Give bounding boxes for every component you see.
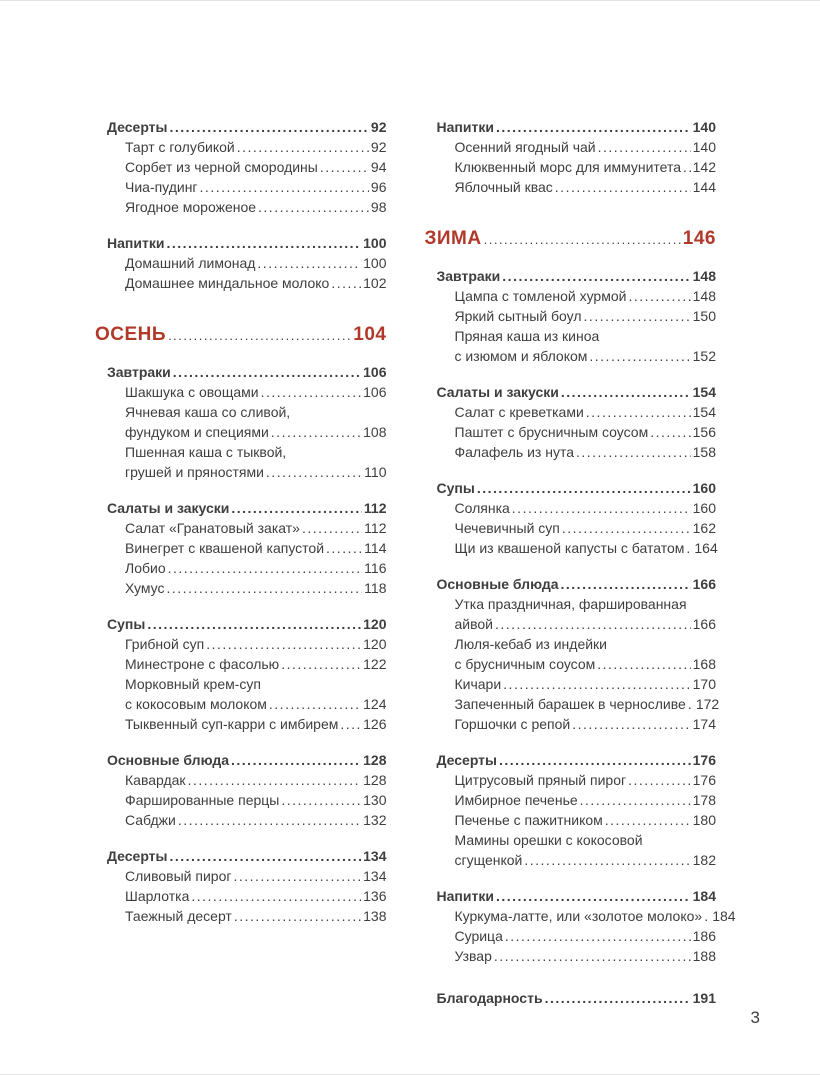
dot-leader xyxy=(650,422,690,442)
dot-leader xyxy=(173,362,361,382)
toc-entry-page: 108 xyxy=(363,424,387,440)
toc-entry-page: 184 xyxy=(712,908,736,924)
toc-entry-page: 152 xyxy=(692,348,716,364)
dot-leader xyxy=(477,478,691,498)
toc-entry-label: Салаты и закуски xyxy=(107,500,230,516)
toc-entry-line: Ячневая каша со сливой, xyxy=(125,404,291,420)
toc-entry-season xyxy=(95,325,387,346)
dot-leader xyxy=(580,790,691,810)
toc-entry-page: 112 xyxy=(363,500,387,516)
toc-entry-label: Шарлотка xyxy=(125,888,190,904)
toc-entry-label: Напитки xyxy=(436,888,494,904)
dot-leader xyxy=(233,866,361,886)
toc-entry-item xyxy=(455,634,717,674)
toc-entry-label: Кичари xyxy=(454,676,502,692)
toc-entry-page: 94 xyxy=(370,159,387,175)
toc-entry-page: 92 xyxy=(370,119,387,135)
toc-entry-line: Мамины орешки с кокосовой xyxy=(454,832,643,848)
toc-entry-header xyxy=(437,886,717,906)
toc-entry-label: Печенье с пажитником xyxy=(454,812,603,828)
toc-entry-page: 191 xyxy=(692,990,716,1006)
dot-leader xyxy=(170,846,362,866)
toc-entry-page: 138 xyxy=(363,908,387,924)
toc-entry-label: грушей и пряностями xyxy=(125,464,264,480)
dot-leader xyxy=(234,906,361,926)
dot-leader xyxy=(237,137,369,157)
toc-entry-label: Фаршированные перцы xyxy=(125,792,280,808)
toc-entry-page: 106 xyxy=(363,384,387,400)
toc-entry-item xyxy=(455,926,717,946)
toc-entry-item xyxy=(455,306,717,326)
toc-entry-label: Узвар xyxy=(454,948,492,964)
toc-entry-label: ОСЕНЬ xyxy=(95,324,167,345)
toc-entry-page: 110 xyxy=(364,464,387,480)
toc-entry-header xyxy=(107,362,387,382)
page-number: 3 xyxy=(750,1008,760,1027)
toc-entry-item xyxy=(125,402,387,442)
dot-leader xyxy=(499,750,691,770)
toc-entry-page: 128 xyxy=(363,772,387,788)
toc-entry-label: Напитки xyxy=(436,119,494,135)
dot-leader xyxy=(170,117,369,137)
toc-entry-item xyxy=(125,558,387,578)
dot-leader xyxy=(561,574,691,594)
toc-entry-item xyxy=(125,578,387,598)
toc-entry-header xyxy=(437,478,717,498)
toc-entry-item xyxy=(125,634,387,654)
toc-entry-page: 128 xyxy=(363,752,387,768)
dot-leader xyxy=(271,422,361,442)
toc-entry-page: 146 xyxy=(682,228,716,249)
toc-entry-item xyxy=(455,498,717,518)
toc-entry-item xyxy=(455,594,717,634)
toc-entry-label: Лобио xyxy=(125,560,166,576)
toc-entry-page: 140 xyxy=(692,119,716,135)
toc-entry-item xyxy=(125,157,387,177)
toc-entry-label: Салат «Гранатовый закат» xyxy=(125,520,300,536)
toc-entry-page: 186 xyxy=(692,928,716,944)
toc-entry-page: 120 xyxy=(363,636,387,652)
toc-entry-page: 100 xyxy=(363,255,387,271)
toc-entry-page: 116 xyxy=(364,560,387,576)
toc-entry-label: Паштет с брусничным соусом xyxy=(454,424,649,440)
dot-leader xyxy=(484,229,681,250)
toc-entry-header xyxy=(107,614,387,634)
dot-leader xyxy=(257,253,361,273)
toc-entry-label: Горшочки с репой xyxy=(454,716,571,732)
dot-leader xyxy=(266,462,362,482)
toc-entry-page: 122 xyxy=(363,656,387,672)
toc-entry-label: Хумус xyxy=(125,580,165,596)
toc-entry-page: 180 xyxy=(692,812,716,828)
dot-leader xyxy=(269,694,361,714)
toc-entry-label: Основные блюда xyxy=(436,576,559,592)
toc-entry-item xyxy=(455,714,717,734)
toc-entry-page: 120 xyxy=(363,616,387,632)
toc-entry-label: Десерты xyxy=(107,119,168,135)
dot-leader xyxy=(495,614,691,634)
toc-entry-page: 118 xyxy=(364,580,387,596)
toc-entry-page: 160 xyxy=(692,500,716,516)
toc-entry-label: Сливовый пирог xyxy=(125,868,232,884)
dot-leader xyxy=(326,538,362,558)
toc-entry-label: Салаты и закуски xyxy=(436,384,559,400)
toc-entry-item xyxy=(455,442,717,462)
toc-entry-item xyxy=(125,674,387,714)
toc-entry-label: Чечевичный суп xyxy=(454,520,560,536)
dot-leader xyxy=(605,810,691,830)
dot-leader xyxy=(166,233,361,253)
toc-entry-page: 142 xyxy=(692,159,716,175)
toc-entry-page: 154 xyxy=(692,404,716,420)
toc-entry-label: Благодарность xyxy=(436,990,543,1006)
dot-leader xyxy=(496,117,691,137)
toc-entry-label: Завтраки xyxy=(436,268,501,284)
dot-leader xyxy=(200,177,369,197)
toc-entry-page: 134 xyxy=(363,868,387,884)
toc-entry-line: Пряная каша из киноа xyxy=(454,328,600,344)
toc-entry-label: Винегрет с квашеной капустой xyxy=(125,540,325,556)
toc-entry-page: 148 xyxy=(692,268,716,284)
dot-leader xyxy=(572,714,690,734)
toc-entry-page: 160 xyxy=(692,480,716,496)
toc-entry-page: 162 xyxy=(692,520,716,536)
toc-entry-label: Десерты xyxy=(107,848,168,864)
dot-leader xyxy=(561,382,691,402)
dot-leader xyxy=(231,750,361,770)
toc-entry-page: 144 xyxy=(692,179,716,195)
toc-entry-item xyxy=(455,177,717,197)
toc-entry-item xyxy=(455,326,717,366)
toc-entry-label: с изюмом и яблоком xyxy=(454,348,588,364)
toc-entry-label: Имбирное печенье xyxy=(454,792,578,808)
toc-entry-item xyxy=(125,886,387,906)
toc-entry-label: Сурица xyxy=(454,928,503,944)
toc-entry-item xyxy=(455,538,717,558)
toc-column-right xyxy=(424,117,736,1008)
toc-entry-page: 112 xyxy=(364,520,387,536)
dot-leader xyxy=(206,634,361,654)
toc-entry-header xyxy=(107,117,387,137)
dot-leader xyxy=(147,614,361,634)
toc-entry-label: Тарт с голубикой xyxy=(125,139,235,155)
dot-leader xyxy=(258,197,369,217)
toc-entry-label: Ягодное мороженое xyxy=(125,199,257,215)
toc-entry-item xyxy=(455,137,717,157)
toc-entry-label: Щи из квашеной капусты с бататом xyxy=(454,540,685,556)
dot-leader xyxy=(597,654,690,674)
toc-entry-item xyxy=(455,790,717,810)
dot-leader xyxy=(683,157,691,177)
toc-entry-page: 104 xyxy=(353,324,387,345)
dot-leader xyxy=(167,578,363,598)
dot-leader xyxy=(331,273,361,293)
toc-entry-item xyxy=(125,518,387,538)
toc-entry-label: Клюквенный морс для иммунитета xyxy=(454,159,682,175)
toc-entry-label: Супы xyxy=(436,480,475,496)
dot-leader xyxy=(686,538,692,558)
dot-leader xyxy=(340,714,361,734)
toc-entry-item xyxy=(125,382,387,402)
toc-entry-season xyxy=(425,229,717,250)
toc-entry-label: с брусничным соусом xyxy=(454,656,596,672)
toc-entry-item xyxy=(455,810,717,830)
toc-entry-page: 154 xyxy=(692,384,716,400)
toc-entry-line: Утка праздничная, фаршированная xyxy=(454,596,687,612)
toc-entry-page: 124 xyxy=(363,696,387,712)
toc-entry-label: с кокосовым молоком xyxy=(125,696,267,712)
toc-entry-page: 106 xyxy=(363,364,387,380)
dot-leader xyxy=(688,694,694,714)
toc-entry-label: Фалафель из нута xyxy=(454,444,574,460)
toc-entry-label: Кавардак xyxy=(125,772,186,788)
dot-leader xyxy=(562,518,691,538)
toc-entry-label: Куркума-латте, или «золотое молоко» xyxy=(454,908,703,924)
toc-entry-item xyxy=(125,538,387,558)
dot-leader xyxy=(503,674,690,694)
dot-leader xyxy=(628,286,690,306)
toc-entry-label: Завтраки xyxy=(107,364,171,380)
toc-entry-page: 136 xyxy=(363,888,387,904)
dot-leader xyxy=(589,346,690,366)
toc-entry-label: фундуком и специями xyxy=(125,424,269,440)
toc-entry-page: 134 xyxy=(363,848,387,864)
toc-entry-label: Салат с креветками xyxy=(454,404,584,420)
toc-entry-item xyxy=(455,770,717,790)
toc-entry-item xyxy=(455,830,717,870)
dot-leader xyxy=(576,442,691,462)
toc-entry-header xyxy=(437,382,717,402)
toc-entry-line: Морковный крем-суп xyxy=(125,676,261,692)
dot-leader xyxy=(188,770,362,790)
toc-entry-label: сгущенкой xyxy=(454,852,523,868)
toc-entry-item xyxy=(455,518,717,538)
toc-entry-page: 158 xyxy=(692,444,716,460)
dot-leader xyxy=(231,498,362,518)
toc-entry-page: 178 xyxy=(692,792,716,808)
toc-entry-header xyxy=(107,233,387,253)
toc-entry-page: 166 xyxy=(692,616,716,632)
toc-entry-header xyxy=(437,117,717,137)
toc-entry-page: 92 xyxy=(370,139,387,155)
toc-entry-page: 176 xyxy=(692,772,716,788)
toc-entry-item xyxy=(454,694,720,714)
toc-entry-item xyxy=(125,177,387,197)
toc-entry-label: Сабджи xyxy=(125,812,176,828)
toc-entry-page: 176 xyxy=(692,752,716,768)
dot-leader xyxy=(281,654,361,674)
toc-entry-item xyxy=(125,654,387,674)
toc-entry-page: 140 xyxy=(692,139,716,155)
toc-entry-page: 98 xyxy=(370,199,387,215)
toc-column-left xyxy=(95,117,387,1008)
toc-entry-label: Чиа-пудинг xyxy=(125,179,198,195)
toc-entry-page: 170 xyxy=(692,676,716,692)
dot-leader xyxy=(555,177,691,197)
toc-entry-page: 130 xyxy=(363,792,387,808)
dot-leader xyxy=(512,498,691,518)
toc-entry-page: 182 xyxy=(692,852,716,868)
toc-entry-page: 96 xyxy=(370,179,387,195)
toc-entry-page: 132 xyxy=(363,812,387,828)
toc-entry-label: Грибной суп xyxy=(125,636,205,652)
toc-entry-label: Таежный десерт xyxy=(125,908,232,924)
dot-leader xyxy=(545,988,691,1008)
toc-entry-item xyxy=(125,253,387,273)
dot-leader xyxy=(704,906,710,926)
toc-entry-page: 114 xyxy=(364,540,387,556)
toc-entry-page: 126 xyxy=(363,716,387,732)
toc-entry-page: 150 xyxy=(692,308,716,324)
table-of-contents xyxy=(0,1,820,1008)
toc-entry-label: Супы xyxy=(107,616,146,632)
toc-entry-item xyxy=(125,790,387,810)
toc-entry-page: 148 xyxy=(692,288,716,304)
toc-entry-item xyxy=(125,770,387,790)
toc-entry-item xyxy=(125,197,387,217)
toc-entry-label: Десерты xyxy=(436,752,497,768)
toc-entry-item xyxy=(125,866,387,886)
dot-leader xyxy=(281,790,361,810)
toc-entry-page: 188 xyxy=(692,948,716,964)
dot-leader xyxy=(628,770,691,790)
dot-leader xyxy=(168,558,363,578)
dot-leader xyxy=(524,850,690,870)
dot-leader xyxy=(496,886,691,906)
dot-leader xyxy=(320,157,369,177)
toc-entry-label: Минестроне с фасолью xyxy=(125,656,280,672)
toc-entry-label: ЗИМА xyxy=(424,228,482,249)
toc-entry-label: Яблочный квас xyxy=(454,179,553,195)
dot-leader xyxy=(168,325,351,346)
dot-leader xyxy=(584,306,691,326)
toc-entry-label: Сорбет из черной смородины xyxy=(125,159,318,175)
toc-entry-label: Яркий сытный боул xyxy=(454,308,582,324)
toc-entry-header xyxy=(107,846,387,866)
toc-entry-line: Пшенная каша с тыквой, xyxy=(125,444,287,460)
toc-entry-label: Солянка xyxy=(454,500,510,516)
toc-entry-header xyxy=(437,266,717,286)
toc-entry-page: 156 xyxy=(692,424,716,440)
dot-leader xyxy=(598,137,691,157)
toc-entry-label: Домашнее миндальное молоко xyxy=(125,275,330,291)
dot-leader xyxy=(505,926,691,946)
toc-entry-header xyxy=(107,750,387,770)
toc-entry-item xyxy=(455,674,717,694)
dot-leader xyxy=(178,810,361,830)
toc-entry-label: Тыквенный суп-карри с имбирем xyxy=(125,716,339,732)
toc-entry-page: 172 xyxy=(695,696,720,712)
toc-entry-page: 102 xyxy=(363,275,387,291)
toc-entry-label: Запеченный барашек в черносливе xyxy=(454,696,686,712)
toc-entry-label: Осенний ягодный чай xyxy=(454,139,596,155)
toc-entry-label: Домашний лимонад xyxy=(125,255,256,271)
toc-entry-end xyxy=(437,988,717,1008)
toc-entry-page: 100 xyxy=(363,235,387,251)
toc-entry-item xyxy=(455,286,717,306)
dot-leader xyxy=(261,382,362,402)
toc-entry-label: айвой xyxy=(454,616,493,632)
dot-leader xyxy=(191,886,361,906)
toc-entry-item xyxy=(455,946,717,966)
toc-entry-label: Напитки xyxy=(107,235,165,251)
toc-entry-label: Цитрусовый пряный пирог xyxy=(454,772,627,788)
toc-entry-header xyxy=(107,498,387,518)
toc-entry-item xyxy=(455,157,717,177)
toc-entry-item xyxy=(125,906,387,926)
toc-entry-page: 166 xyxy=(692,576,716,592)
toc-entry-item xyxy=(125,810,387,830)
dot-leader xyxy=(502,266,690,286)
toc-entry-line: Люля-кебаб из индейки xyxy=(454,636,607,652)
toc-entry-item xyxy=(455,422,717,442)
toc-entry-label: Цампа с томленой хурмой xyxy=(454,288,627,304)
toc-entry-item xyxy=(125,137,387,157)
toc-entry-header xyxy=(437,574,717,594)
toc-entry-item xyxy=(455,402,717,422)
toc-entry-page: 174 xyxy=(692,716,716,732)
dot-leader xyxy=(302,518,362,538)
toc-entry-page: 168 xyxy=(692,656,716,672)
toc-entry-item xyxy=(454,906,736,926)
toc-entry-label: Шакшука с овощами xyxy=(125,384,259,400)
dot-leader xyxy=(494,946,691,966)
toc-entry-item xyxy=(125,273,387,293)
toc-entry-page: 164 xyxy=(694,540,718,556)
toc-entry-item xyxy=(125,714,387,734)
toc-entry-page: 184 xyxy=(692,888,716,904)
toc-entry-item xyxy=(125,442,387,482)
toc-entry-header xyxy=(437,750,717,770)
dot-leader xyxy=(586,402,691,422)
toc-entry-label: Основные блюда xyxy=(107,752,230,768)
